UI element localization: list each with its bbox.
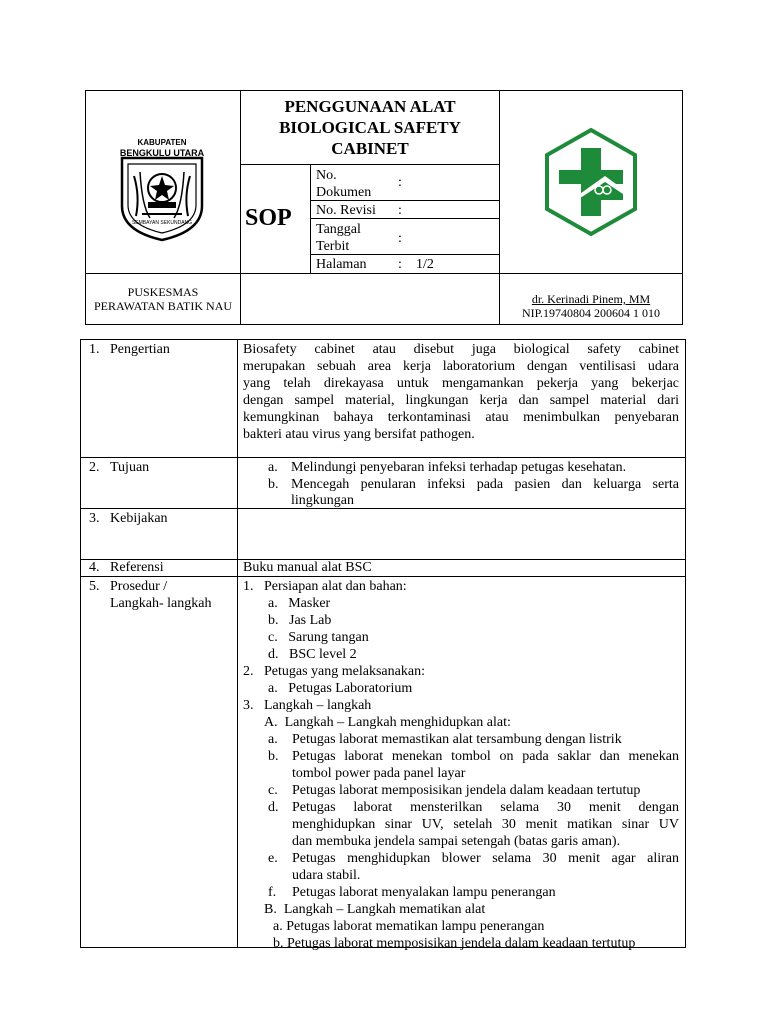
row-label-kebijakan: Kebijakan [110,511,168,526]
list-marker: c. [268,783,278,798]
text-line: Biosafety cabinet atau disebut juga biological safety cabinet [243,342,679,357]
title-line: CABINET [331,139,409,158]
list-marker: a. [268,732,278,747]
row-label-tujuan: Tujuan [110,460,150,475]
list-item: dan membuka jendela sampai setengah (batas garis aman). [292,834,621,849]
field-label-line: Dokumen [316,185,372,200]
list-item: Petugas laborat menekan tombol on pada saklar dan menekan [292,749,679,764]
field-label-no-revisi: No. Revisi [316,203,376,218]
text-line: merupakan sebuah area kerja laboratorium dengan ventilisasi udara [243,359,679,374]
field-sep-no-dokumen: : [398,175,402,190]
field-label-halaman: Halaman [316,257,367,272]
field-value-halaman: 1/2 [416,257,434,272]
field-label-no-dokumen [316,168,371,201]
list-item: Petugas laborat mensterilkan selama 30 menit dengan [292,800,679,815]
title-line: PENGGUNAAN ALAT [284,97,456,116]
emblem-text-region: BENGKULU UTARA [119,148,205,158]
list-marker: d. [268,800,279,815]
list-item: c. Sarung tangan [268,630,369,645]
list-item: b. Jas Lab [268,613,332,628]
list-marker: e. [268,851,278,866]
tujuan-item-b-line: Mencegah penularan infeksi pada pasien dan keluarga serta [291,477,679,492]
list-item: Petugas menghidupkan blower selama 30 menit agar aliran [292,851,679,866]
row-label-prosedur: Langkah- langkah [110,596,212,611]
sub-heading: A. Langkah – Langkah menghidupkan alat: [264,715,511,730]
list-marker: b. [268,749,279,764]
list-item: Petugas laborat memastikan alat tersambung dengan listrik [292,732,622,747]
document-title [241,96,499,159]
list-marker: b. [268,477,279,492]
field-label-line: Tanggal [316,222,361,237]
list-item: a. Petugas Laboratorium [268,681,413,696]
list-item: tombol power pada panel layar [292,766,466,781]
list-item: b. Petugas laborat memposisikan jendela dalam keadaan tertutup [273,936,636,951]
list-item: d. BSC level 2 [268,647,357,662]
row-label-pengertian: Pengertian [110,342,170,357]
field-label-line: No. [316,168,337,183]
row-label-prosedur: Prosedur / [110,579,168,594]
text-line: yang telah direkayasa untuk mengamankan pekerja yang bekerjac [243,376,679,391]
step-heading: 1. Persiapan alat dan bahan: [243,579,407,594]
field-label-line: Terbit [316,239,350,254]
row-number: 4. [89,560,100,575]
row-label-referensi: Referensi [110,560,164,575]
puskesmas-name [86,285,240,313]
title-line: BIOLOGICAL SAFETY [279,118,461,137]
field-sep-halaman: : [398,257,402,272]
sub-heading: B. Langkah – Langkah mematikan alat [264,902,486,917]
row-number: 1. [89,342,100,357]
field-sep-no-revisi: : [398,203,402,218]
field-label-tanggal-terbit [316,222,361,255]
signer-nip: NIP.19740804 200604 1 010 [521,306,660,320]
row-number: 2. [89,460,100,475]
list-item: Petugas laborat menyalakan lampu penerangan [292,885,556,900]
list-item: udara stabil. [292,868,361,883]
list-marker: a. [268,460,278,475]
puskesmas-cross-icon [541,126,641,238]
referensi-text: Buku manual alat BSC [243,560,372,575]
signer-name: dr. Kerinadi Pinem, MM [531,292,651,306]
list-item: Petugas laborat memposisikan jendela dalam keadaan tertutup [292,783,641,798]
tujuan-item-b-line: lingkungan [291,493,354,508]
list-item: a. Petugas laborat mematikan lampu penerangan [273,919,545,934]
district-emblem-logo [112,136,212,246]
row-number: 5. [89,579,100,594]
field-sep-tanggal-terbit: : [398,231,402,246]
tujuan-item-a: Melindungi penyebaran infeksi terhadap petugas kesehatan. [291,460,627,475]
list-item: menghidupkan sinar UV, setelah 30 menit matikan sinar UV [292,817,679,832]
row-number: 3. [89,511,100,526]
text-line: bakteri atau virus yang bersifat pathogen. [243,427,475,442]
step-heading: 3. Langkah – langkah [243,698,372,713]
text-line: kemungkinan bahaya terkontaminasi atau menimbulkan penyebaran [243,410,679,425]
sop-label: SOP [245,205,292,231]
text-line: dengan sampel material, lingkungan kerja dan sampel material dari [243,393,679,408]
signer-block [500,292,682,320]
emblem-motto: SEMBAYAN SEKUNDANG [131,220,193,226]
list-item: a. Masker [268,596,331,611]
puskesmas-logo [541,126,641,238]
step-heading: 2. Petugas yang melaksanakan: [243,664,425,679]
list-marker: f. [268,885,277,900]
emblem-text-top: KABUPATEN [137,138,187,147]
puskesmas-line: PERAWATAN BATIK NAU [93,299,233,313]
puskesmas-line: PUSKESMAS [127,285,199,299]
